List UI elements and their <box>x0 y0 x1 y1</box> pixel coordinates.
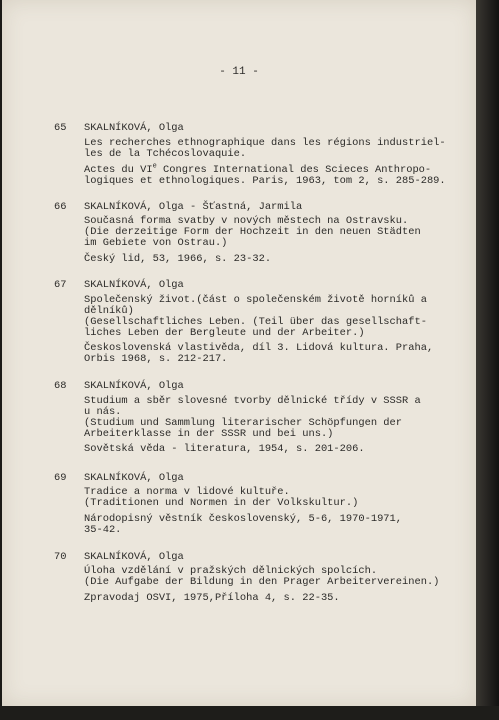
entry-line: liches Leben der Bergleute und der Arbeiter.) <box>84 327 365 339</box>
entry-author: SKALNÍKOVÁ, Olga <box>84 279 184 291</box>
entry-line: Československá vlastivěda, díl 3. Lidová kultura. Praha, <box>84 342 434 354</box>
entry-line: Les recherches ethnographique dans les régions industriel- <box>84 137 446 149</box>
entry-number: 69 <box>54 472 67 484</box>
entry-line: Český lid, 53, 1966, s. 23-32. <box>84 253 272 265</box>
entry-line: Společenský život.(část o společenském životě horníků a <box>84 294 427 306</box>
entry-line: les de la Tchécoslovaquie. <box>84 148 247 160</box>
entry-line: (Gesellschaftliches Leben. (Teil über das gesellschaft- <box>84 316 427 328</box>
entry-author: SKALNÍKOVÁ, Olga <box>84 551 184 563</box>
entry-number: 70 <box>54 551 67 563</box>
superscript: e <box>152 162 157 171</box>
entry-line: Současná forma svatby v nových městech na Ostravsku. <box>84 215 409 227</box>
entry-line: (Die Aufgabe der Bildung in den Prager Arbeitervereinen.) <box>84 576 440 588</box>
entry-line: dělníků) <box>84 305 134 317</box>
page-number: - 11 - <box>219 66 259 78</box>
entry-number: 68 <box>54 380 67 392</box>
entry-line: Arbeiterklasse in der SSSR und bei uns.) <box>84 428 334 440</box>
entry-line: 35-42. <box>84 524 122 536</box>
entry-line: Sovětská věda - literatura, 1954, s. 201-206. <box>84 443 365 455</box>
entry-line: Tradice a norma v lidové kultuře. <box>84 486 290 498</box>
entry-line: Studium a sběr slovesné tvorby dělnické třídy v SSSR a <box>84 395 421 407</box>
document-page <box>2 0 476 706</box>
page-bottom-edge <box>0 706 499 720</box>
entry-line-text: Congres International des Scieces Anthropo- <box>156 164 432 176</box>
entry-line: Národopisný věstník československý, 5-6, 1970-1971, <box>84 513 403 525</box>
entry-author: SKALNÍKOVÁ, Olga <box>84 380 184 392</box>
entry-author: SKALNÍKOVÁ, Olga - Šťastná, Jarmila <box>84 201 303 213</box>
entry-line: (Die derzeitige Form der Hochzeit in den neuen Städten <box>84 226 421 238</box>
entry-line: Zpravodaj OSVI, 1975,Příloha 4, s. 22-35. <box>84 592 340 604</box>
entry-author: SKALNÍKOVÁ, Olga <box>84 122 184 134</box>
binding-edge <box>476 0 499 720</box>
entry-line: logiques et ethnologiques. Paris, 1963, tom 2, s. 285-289. <box>84 175 446 187</box>
entry-line: Úloha vzdělání v pražských dělnických spolcích. <box>84 565 378 577</box>
entry-line-text: Actes du VI <box>84 164 153 176</box>
entry-line: (Studium und Sammlung literarischer Schöpfungen der <box>84 417 403 429</box>
entry-number: 65 <box>54 122 67 134</box>
entry-number: 66 <box>54 201 67 213</box>
entry-line: Orbis 1968, s. 212-217. <box>84 353 228 365</box>
entry-line: u nás. <box>84 406 122 418</box>
entry-line: im Gebiete von Ostrau.) <box>84 237 228 249</box>
entry-number: 67 <box>54 279 67 291</box>
entry-line: (Traditionen und Normen in der Volkskultur.) <box>84 497 359 509</box>
entry-author: SKALNÍKOVÁ, Olga <box>84 472 184 484</box>
